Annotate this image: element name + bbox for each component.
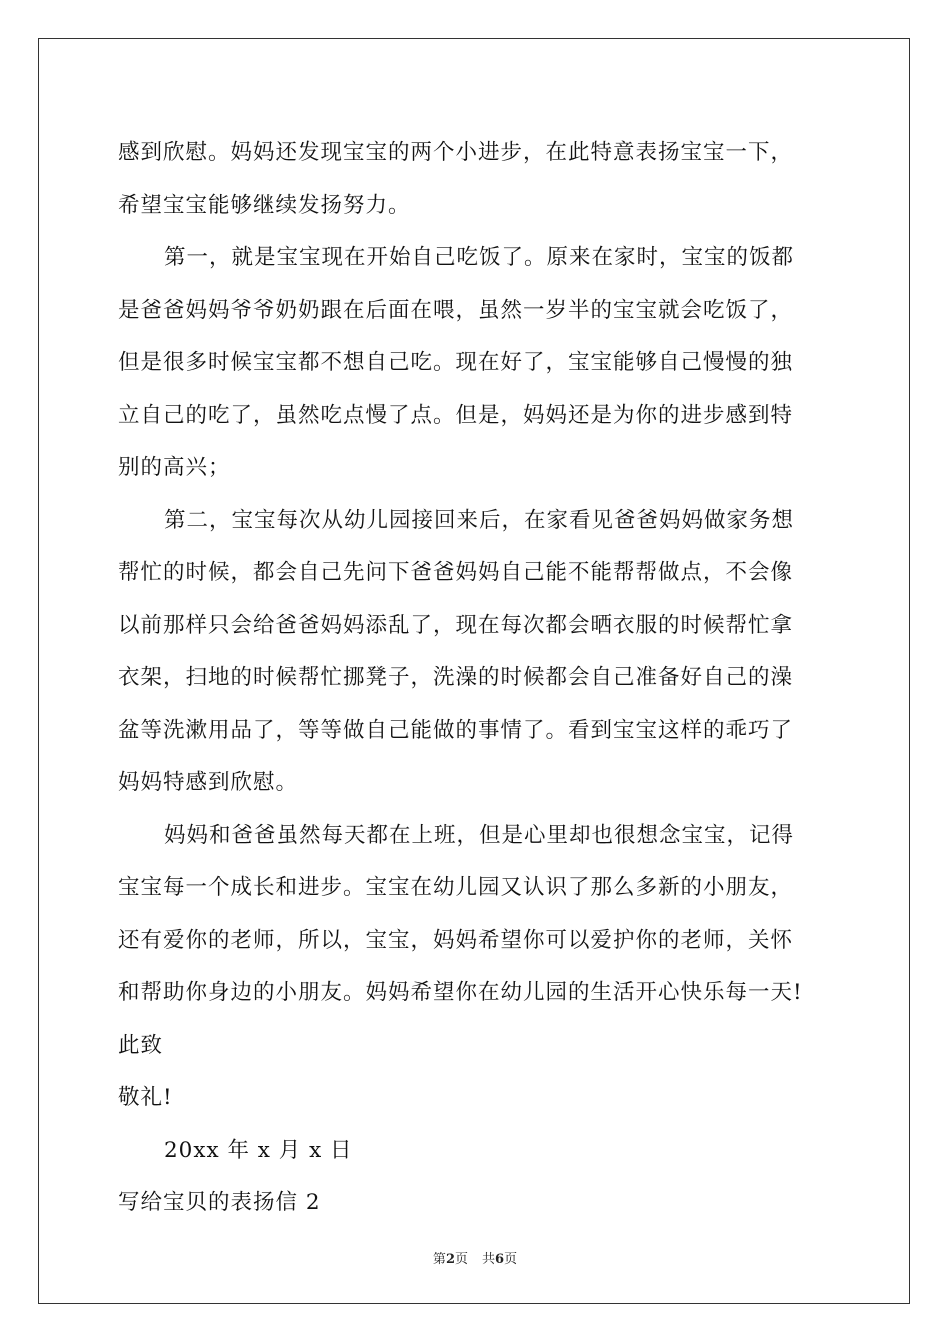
page-number: 2 [445,1252,455,1267]
text-line: 别的高兴； [118,455,231,480]
text-line: 还有爱你的老师，所以，宝宝，妈妈希望你可以爱护你的老师，关怀 [118,927,794,953]
text-line: 希望宝宝能够继续发扬努力。 [118,192,411,218]
text-line: 妈妈特感到欣慰。 [118,770,299,795]
section-title: 写给宝贝的表扬信 2 [118,1190,321,1215]
total-pages: 6 [495,1252,505,1267]
text-line: 是爸爸妈妈爷爷奶奶跟在后面在喂，虽然一岁半的宝宝就会吃饭了， [118,297,794,323]
paragraph-first-line: 第二，宝宝每次从幼儿园接回来后，在家看见爸爸妈妈做家务想 [164,507,795,533]
closing-salutation: 此致 [118,1032,164,1058]
text-line: 以前那样只会给爸爸妈妈添乱了，现在每次都会晒衣服的时候帮忙拿 [118,612,794,638]
text-line: 和帮助你身边的小朋友。妈妈希望你在幼儿园的生活开心快乐每一天! [118,980,803,1005]
closing-regards: 敬礼! [118,1085,173,1110]
text-line: 宝宝每一个成长和进步。宝宝在幼儿园又认识了那么多新的小朋友， [118,875,794,900]
page-footer [0,1248,950,1267]
letter-date: 20xx 年 x 月 x 日 [164,1137,353,1163]
document-body [118,127,858,1230]
text-line: 立自己的吃了，虽然吃点慢了点。但是，妈妈还是为你的进步感到特 [118,402,794,428]
total-prefix: 共 [482,1252,496,1267]
total-suffix: 页 [504,1252,518,1267]
page-prefix: 第 [432,1252,446,1267]
text-line: 帮忙的时候，都会自己先问下爸爸妈妈自己能不能帮帮做点，不会像 [118,560,794,585]
paragraph-first-line: 妈妈和爸爸虽然每天都在上班，但是心里却也很想念宝宝，记得 [164,822,795,848]
text-line: 衣架，扫地的时候帮忙挪凳子，洗澡的时候都会自己准备好自己的澡 [118,665,794,690]
paragraph-first-line: 第一，就是宝宝现在开始自己吃饭了。原来在家时，宝宝的饭都 [164,245,795,270]
page-suffix: 页 [454,1252,468,1267]
text-line: 但是很多时候宝宝都不想自己吃。现在好了，宝宝能够自己慢慢的独 [118,350,794,375]
text-line: 感到欣慰。妈妈还发现宝宝的两个小进步，在此特意表扬宝宝一下， [118,140,794,165]
text-line: 盆等洗漱用品了，等等做自己能做的事情了。看到宝宝这样的乖巧了 [118,717,794,743]
